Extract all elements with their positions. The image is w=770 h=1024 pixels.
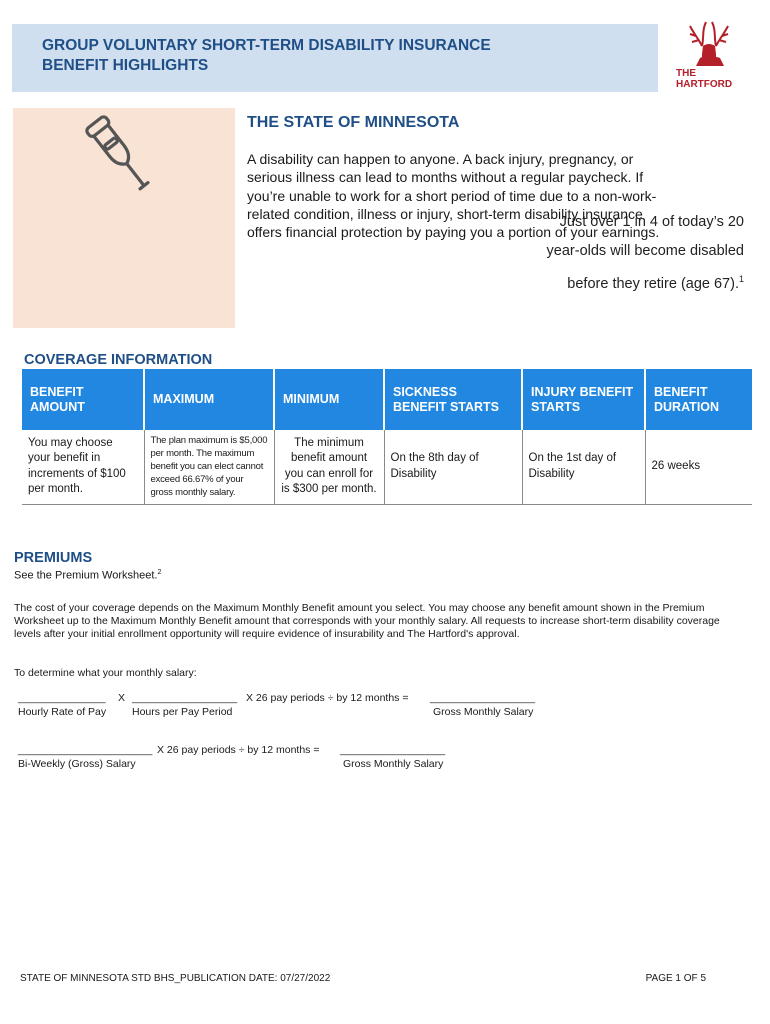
document-title: [42, 36, 491, 76]
salary-intro: To determine what your monthly salary:: [14, 667, 197, 679]
intro-paragraph: A disability can happen to anyone. A back injury, pregnancy, or serious illness can lead to months without a regular paycheck. If you’re unable to work for a short period of time due to a non-work-related condition, illness or injury, short-term disability insurance offers financial protection by paying you a portion of your earnings.: [247, 151, 660, 241]
coverage-title: COVERAGE INFORMATION: [24, 352, 213, 368]
stat-footnote: 1: [738, 274, 744, 284]
stat-sentence: Just over 1 in 4 of today’s 20 year-olds will become disabled before they retire (age 67).: [546, 214, 744, 292]
hartford-logo-text: [676, 68, 732, 90]
formula1-operation: X 26 pay periods ÷ by 12 months =: [246, 692, 409, 704]
logo-line2: HARTFORD: [676, 79, 733, 90]
document-title-line1: GROUP VOLUNTARY SHORT-TERM DISABILITY INSURANCE: [42, 37, 491, 54]
crutch-icon: [75, 110, 165, 200]
cell-minimum: The minimum benefit amount you can enroll for is $300 per month.: [274, 430, 384, 504]
gross-monthly-label-2: Gross Monthly Salary: [343, 758, 444, 770]
gross-monthly-label-1: Gross Monthly Salary: [433, 706, 534, 718]
coverage-table: [22, 369, 752, 505]
coverage-data-row: [22, 430, 752, 504]
document-title-line2: BENEFIT HIGHLIGHTS: [42, 57, 209, 74]
header-benefit-duration: BENEFIT DURATION: [645, 369, 752, 430]
premiums-note-text: See the Premium Worksheet.: [14, 569, 158, 582]
premiums-note-footnote: 2: [157, 569, 162, 576]
logo-line1: THE: [676, 68, 696, 79]
times-sign: X: [118, 692, 126, 704]
gross-monthly-blank-2[interactable]: __________________: [340, 744, 446, 756]
state-title: THE STATE OF MINNESOTA: [247, 114, 460, 131]
cell-sickness-benefit-starts: On the 8th day of Disability: [384, 430, 522, 504]
biweekly-salary-blank[interactable]: _______________________: [18, 744, 153, 756]
cell-maximum: The plan maximum is $5,000 per month. The maximum benefit you can elect cannot exceed 66.67% of your gross monthly salary.: [144, 430, 274, 504]
cell-benefit-duration: 26 weeks: [645, 430, 752, 504]
coverage-header-row: [22, 369, 752, 430]
header-benefit-amount: BENEFIT AMOUNT: [22, 369, 144, 430]
premiums-note: [14, 569, 161, 582]
header-minimum: MINIMUM: [274, 369, 384, 430]
premiums-paragraph: The cost of your coverage depends on the Maximum Monthly Benefit amount you select. You may choose any benefit amount shown in the Premium Worksheet up to the Maximum Monthly Benefit amount that corresponds with your monthly salary. All requests to increase short-term disability coverage levels after your initial enrollment opportunity will require evidence of insurability and The Hartford's approval.: [14, 602, 720, 640]
header-sickness-benefit-starts: SICKNESS BENEFIT STARTS: [384, 369, 522, 430]
hours-per-period-label: Hours per Pay Period: [132, 706, 233, 718]
cell-injury-benefit-starts: On the 1st day of Disability: [522, 430, 645, 504]
formula2-operation: X 26 pay periods ÷ by 12 months =: [157, 744, 320, 756]
header-maximum: MAXIMUM: [144, 369, 274, 430]
cell-benefit-amount: You may choose your benefit in increments of $100 per month.: [22, 430, 144, 504]
biweekly-salary-label: Bi-Weekly (Gross) Salary: [18, 758, 136, 770]
footer-page-number: PAGE 1 OF 5: [645, 973, 706, 984]
premiums-title: PREMIUMS: [14, 550, 93, 566]
hourly-rate-label: Hourly Rate of Pay: [18, 706, 107, 718]
gross-monthly-blank-1[interactable]: __________________: [430, 692, 536, 704]
header-injury-benefit-starts: INJURY BENEFIT STARTS: [522, 369, 645, 430]
footer-publication: STATE OF MINNESOTA STD BHS_PUBLICATION DATE: 07/27/2022: [20, 973, 331, 984]
hours-per-period-blank[interactable]: __________________: [132, 692, 238, 704]
hourly-rate-blank[interactable]: _______________: [18, 692, 106, 704]
